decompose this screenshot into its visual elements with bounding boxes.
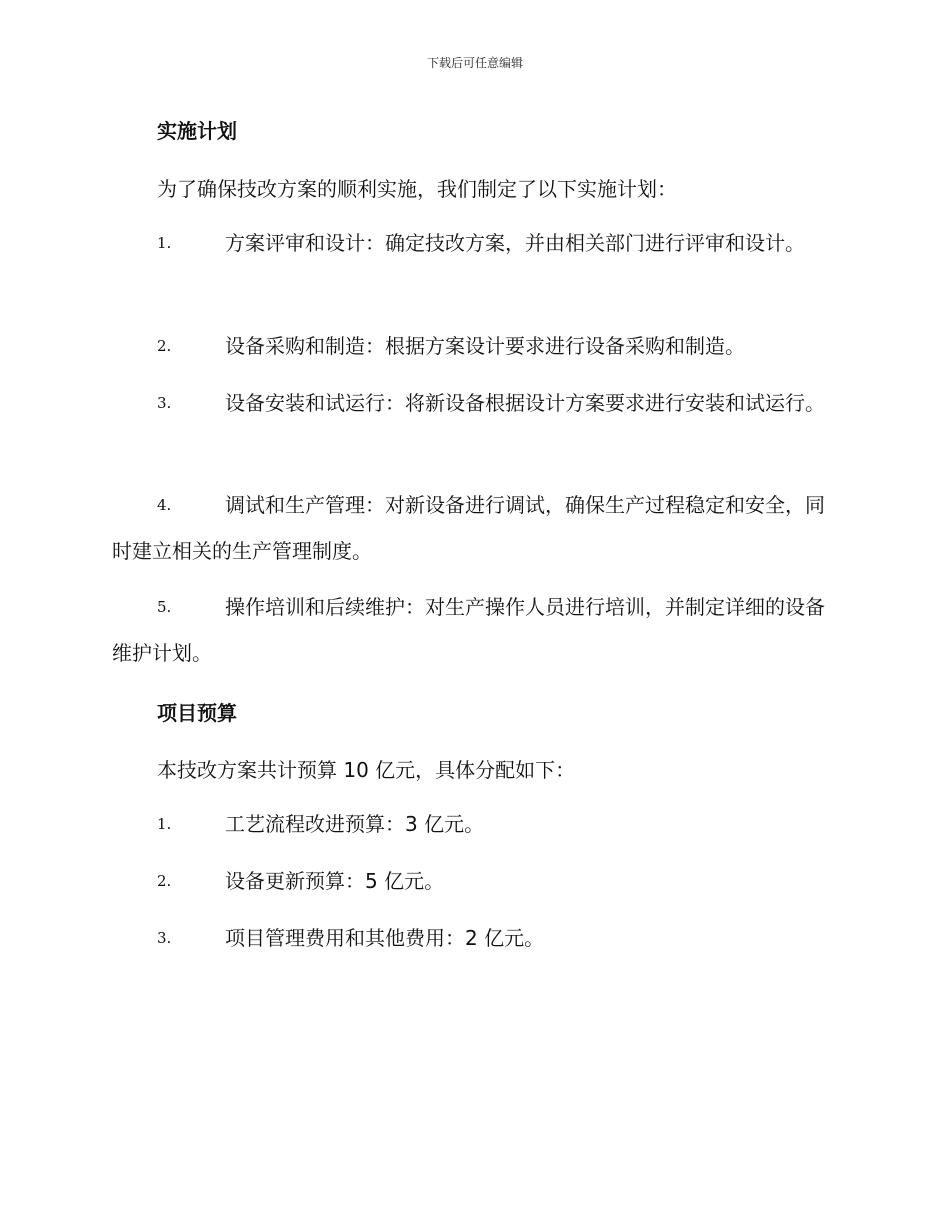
section-title-implementation-plan: 实施计划 <box>157 119 237 143</box>
list-item-text: 项目管理费用和其他费用：2 亿元。 <box>225 926 545 950</box>
list-item <box>112 220 838 266</box>
header-note: 下载后可任意编辑 <box>426 56 523 70</box>
list-item <box>112 323 838 369</box>
list-item-text: 设备更新预算：5 亿元。 <box>225 869 445 893</box>
list-item-number: 2. <box>157 872 172 890</box>
list-item-number: 2. <box>157 337 172 355</box>
list-item-number: 1. <box>157 234 172 252</box>
list-item-text: 方案评审和设计：确定技改方案，并由相关部门进行评审和设计。 <box>225 231 805 255</box>
list-item-number: 5. <box>157 598 172 616</box>
list-item-text: 工艺流程改进预算：3 亿元。 <box>225 812 485 836</box>
list-item-text: 操作培训和后续维护：对生产操作人员进行培训，并制定详细的设备维护计划。 <box>112 595 825 665</box>
section-intro-project-budget: 本技改方案共计预算 10 亿元，具体分配如下： <box>157 758 576 782</box>
list-item-number: 1. <box>157 815 172 833</box>
list-item-text: 设备安装和试运行：将新设备根据设计方案要求进行安装和试运行。 <box>225 391 825 415</box>
list-item-number: 4. <box>157 496 172 514</box>
list-item <box>112 915 838 961</box>
list-item <box>112 584 838 676</box>
list-item-text: 设备采购和制造：根据方案设计要求进行设备采购和制造。 <box>225 334 745 358</box>
list-item <box>112 858 838 904</box>
list-item-number: 3. <box>157 929 172 947</box>
list-item-text: 调试和生产管理：对新设备进行调试，确保生产过程稳定和安全，同时建立相关的生产管理制度。 <box>112 493 825 563</box>
list-item <box>112 482 838 574</box>
list-item <box>112 380 838 426</box>
list-item <box>112 801 838 847</box>
section-title-project-budget: 项目预算 <box>157 701 237 725</box>
list-item-number: 3. <box>157 394 172 412</box>
section-intro-implementation-plan: 为了确保技改方案的顺利实施，我们制定了以下实施计划： <box>157 177 677 201</box>
